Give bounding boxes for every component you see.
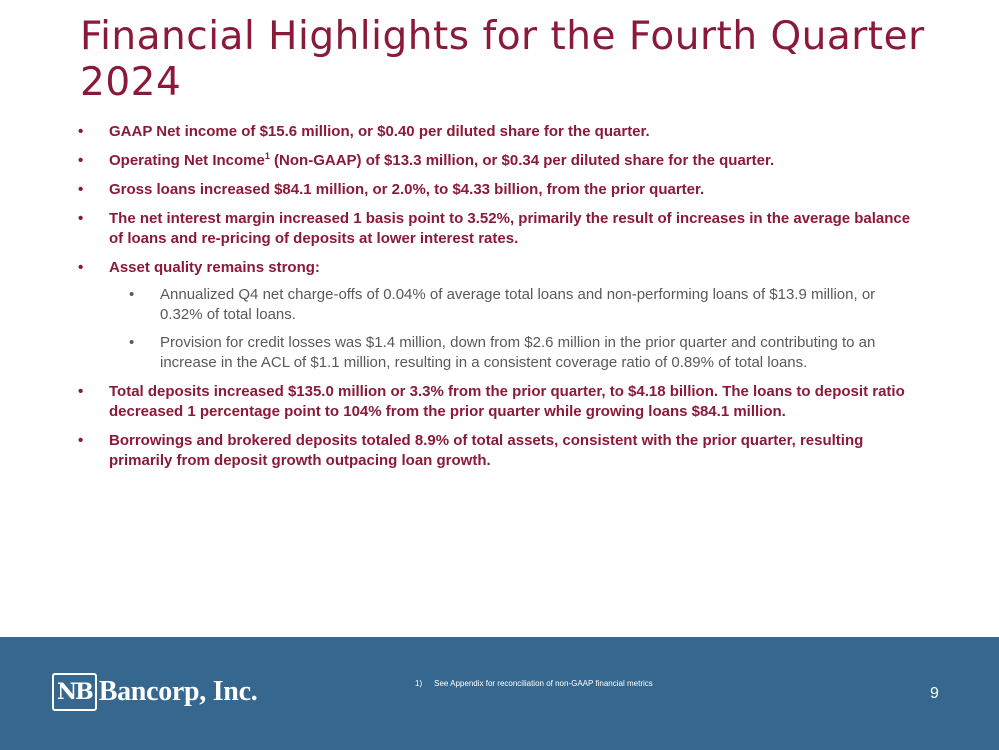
bullet-text: GAAP Net income of $15.6 million, or $0.40 per diluted share for the quarter. (109, 123, 650, 140)
footnote-text: See Appendix for reconciliation of non-GAAP financial metrics (434, 679, 653, 688)
bullet-borrowings (78, 431, 918, 471)
asset-quality-sublist (109, 285, 918, 373)
sub-bullet-charge-offs (109, 285, 918, 325)
bullet-text: The net interest margin increased 1 basis point to 3.52%, primarily the result of increases in the average balance of loans and re-pricing of deposits at lower interest rates. (109, 210, 911, 247)
sub-bullet-dot: • (129, 286, 135, 303)
sub-bullet-text: Annualized Q4 net charge-offs of 0.04% of average total loans and non-performing loans of $13.9 million, or 0.32% of total loans. (160, 286, 876, 323)
bullet-text-post: (Non-GAAP) of $13.3 million, or $0.34 per diluted share for the quarter. (269, 152, 775, 169)
bullet-text: Asset quality remains strong: (109, 259, 320, 276)
bullet-text-pre: Operating Net Income (109, 152, 265, 169)
bullet-dot: • (78, 123, 84, 140)
footer-bar (0, 637, 999, 750)
bullet-operating-net-income (78, 151, 918, 171)
bullet-dot: • (78, 383, 84, 400)
footnote-number: 1) (415, 679, 423, 688)
footnote-reference: 1 (264, 151, 270, 161)
logo-text: Bancorp, Inc. (98, 676, 258, 707)
page-number: 9 (930, 685, 939, 702)
bullet-net-interest-margin (78, 209, 918, 249)
bullet-text: Gross loans increased $84.1 million, or 2.0%, to $4.33 billion, from the prior quarter. (109, 181, 705, 198)
footnote (415, 679, 653, 688)
bullet-asset-quality (78, 258, 918, 373)
bullet-total-deposits (78, 382, 918, 422)
bullet-dot: • (78, 210, 84, 227)
sub-bullet-dot: • (129, 334, 135, 351)
company-logo (52, 670, 257, 714)
bullet-text: Total deposits increased $135.0 million or 3.3% from the prior quarter, to $4.18 billion. The loans to deposit ratio decreased 1 percentage point to 104% from the prior quarter while growing loans $84.1 million. (109, 383, 905, 420)
bullet-dot: • (78, 259, 84, 276)
bullet-gross-loans (78, 180, 918, 200)
highlights-list (78, 122, 918, 480)
bullet-dot: • (78, 181, 84, 198)
sub-bullet-provision (109, 333, 918, 373)
slide-title: Financial Highlights for the Fourth Quarter 2024 (80, 14, 925, 105)
bullet-dot: • (78, 152, 84, 169)
bullet-net-income (78, 122, 918, 142)
bullet-dot: • (78, 432, 84, 449)
sub-bullet-text: Provision for credit losses was $1.4 million, down from $2.6 million in the prior quarter and contributing to an increase in the ACL of $1.1 million, resulting in a consistent coverage ratio of 0.89% of total loans. (160, 334, 876, 371)
bullet-text: Borrowings and brokered deposits totaled 8.9% of total assets, consistent with the prior quarter, resulting primarily from deposit growth outpacing loan growth. (109, 432, 864, 469)
logo-mark: NB (52, 673, 97, 711)
